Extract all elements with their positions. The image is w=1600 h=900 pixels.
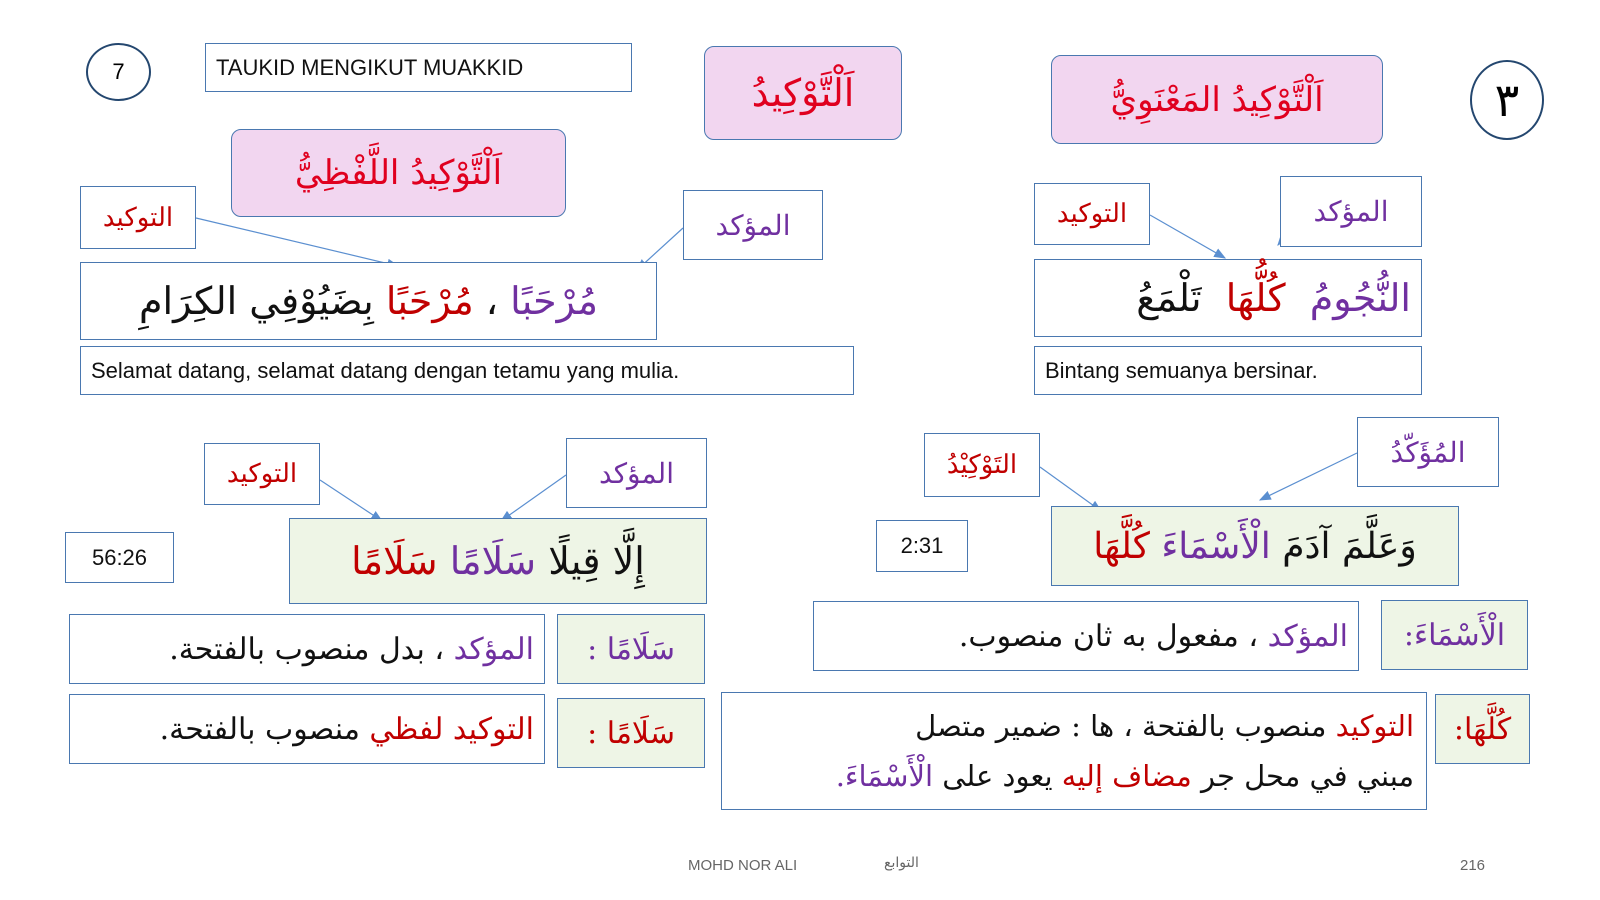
q231-row1-desc-box	[813, 601, 1359, 671]
q231-row2-key: كُلَّهَا:	[1453, 711, 1512, 747]
arrow-q56-taukid	[320, 480, 382, 521]
q56-row2-key: سَلَامًا :	[587, 715, 675, 751]
maanawi-title-box	[1051, 55, 1383, 144]
q231-row2-line2-b: مضاف إليه	[1061, 759, 1192, 793]
q231-row1-colored: المؤكد	[1267, 618, 1348, 654]
topic-title: TAUKID MENGIKUT MUAKKID	[216, 54, 524, 80]
q231-verse-box	[1051, 506, 1459, 586]
q56-ref-box	[65, 532, 174, 583]
main-title: اَلْتَّوْكِيدُ	[751, 71, 855, 115]
q231-row1-rest: ، مفعول به ثان منصوب.	[958, 618, 1268, 654]
q231-row2-key-box	[1435, 694, 1530, 764]
lafzi-label-muakkad	[683, 190, 823, 260]
q231-label-muakkad	[1357, 417, 1499, 487]
maanawi-title: اَلْتَّوْكِيدُ المَعْنَوِيُّ	[1110, 79, 1324, 120]
q56-verse-start: إِلَّا قِيلًا	[536, 539, 645, 583]
arrow-q231-taukid	[1040, 467, 1101, 511]
maanawi-taukid-word: كُلُّهَا	[1225, 276, 1286, 320]
q56-ref: 56:26	[91, 544, 148, 570]
maanawi-verb-word: تَلْمَعُ	[1136, 276, 1202, 320]
q56-row1-colored: المؤكد	[453, 631, 534, 667]
q56-label-taukid-text: التوكيد	[226, 459, 298, 489]
q231-label-taukid-text: التَوْكِيْدُ	[946, 450, 1018, 480]
q231-verse-start: وَعَلَّمَ آدَمَ	[1270, 525, 1417, 567]
q56-row2-rest: منصوب بالفتحة.	[159, 711, 370, 747]
q231-row2-line2-a: مبني في محل جر	[1191, 759, 1414, 793]
maanawi-label-muakkad-text: المؤكد	[1313, 195, 1389, 228]
q56-row1-desc-box	[69, 614, 545, 684]
lafzi-muakkad-word: مُرْحَبًا	[510, 279, 598, 323]
q56-label-muakkad	[566, 438, 707, 508]
main-title-box	[704, 46, 902, 140]
footer-page: 216	[1460, 857, 1486, 874]
q56-row1-key: سَلَامًا :	[587, 631, 675, 667]
q56-row2-desc-box	[69, 694, 545, 764]
q231-row2-line1-rest: منصوب بالفتحة ، ها : ضمير متصل	[915, 709, 1336, 743]
arrow-q56-muakkad	[501, 475, 566, 521]
q231-muakkad-word: الْأَسْمَاءَ	[1161, 525, 1271, 567]
q231-taukid-word: كُلَّهَا	[1093, 525, 1162, 567]
q231-row1-key-box	[1381, 600, 1528, 670]
lafzi-label-muakkad-text: المؤكد	[715, 208, 791, 242]
q56-row2-colored: التوكيد لفظي	[369, 711, 534, 747]
maanawi-label-taukid-text: التوكيد	[1056, 199, 1128, 229]
q231-row2-line2-d: الْأَسْمَاءَ.	[835, 759, 934, 793]
q56-muakkad-word: سَلَامًا	[449, 539, 537, 583]
arrow-q231-muakkad	[1260, 453, 1357, 500]
maanawi-sentence-box	[1034, 259, 1422, 337]
maanawi-label-muakkad	[1280, 176, 1422, 247]
lafzi-sentence-rest: بِضَيُوْفِي الكِرَامِ	[139, 279, 386, 323]
q56-row2-key-box	[557, 698, 705, 768]
arrow-lafzi-taukid	[196, 218, 398, 266]
lafzi-translation: Selamat datang, selamat datang dengan tetamu yang mulia.	[91, 357, 680, 383]
arrow-maanawi-taukid	[1150, 215, 1225, 258]
q56-taukid-word: سَلَامًا	[351, 539, 450, 583]
maanawi-label-taukid	[1034, 183, 1150, 245]
q231-label-muakkad-text: المُؤَكّدُ	[1390, 435, 1466, 469]
footer-author: MOHD NOR ALI	[688, 857, 798, 874]
q56-row1-rest: ، بدل منصوب بالفتحة.	[169, 631, 454, 667]
lafzi-label-taukid	[80, 186, 196, 249]
slide-number: 7	[112, 59, 125, 84]
q56-verse-box	[289, 518, 707, 604]
lafzi-translation-box	[80, 346, 854, 395]
q231-row2-line1-colored: التوكيد	[1335, 709, 1414, 743]
q56-label-muakkad-text: المؤكد	[599, 456, 674, 490]
q231-row2-line2-c: يعود على	[933, 759, 1062, 793]
q231-label-taukid	[924, 433, 1040, 497]
q231-row2-line2	[734, 751, 1414, 801]
q231-row2-desc-box	[721, 692, 1427, 810]
lafzi-taukid-word: مُرْحَبًا	[385, 279, 474, 323]
q56-label-taukid	[204, 443, 320, 505]
q231-row2-line1	[734, 701, 1414, 751]
maanawi-muakkad-word: النُّجُومُ	[1309, 276, 1411, 320]
topic-box	[205, 43, 632, 92]
maanawi-translation: Bintang semuanya bersinar.	[1045, 357, 1318, 383]
q231-ref: 2:31	[900, 533, 944, 558]
q231-ref-box	[876, 520, 968, 572]
arabic-numeral: ٣	[1494, 73, 1520, 127]
lafzi-separator: ،	[473, 279, 511, 323]
lafzi-title: اَلْتَّوْكِيدُ اللَّفْظِيُّ	[294, 153, 503, 193]
arabic-numeral-circle	[1470, 60, 1544, 140]
lafzi-label-taukid-text: التوكيد	[102, 202, 174, 233]
footer-subject: التوابع	[884, 855, 919, 871]
slide-number-circle	[86, 43, 151, 101]
q231-row1-key: الْأَسْمَاءَ:	[1403, 617, 1506, 653]
lafzi-title-box	[231, 129, 566, 217]
q56-row1-key-box	[557, 614, 705, 684]
maanawi-translation-box	[1034, 346, 1422, 395]
lafzi-sentence-box	[80, 262, 657, 340]
